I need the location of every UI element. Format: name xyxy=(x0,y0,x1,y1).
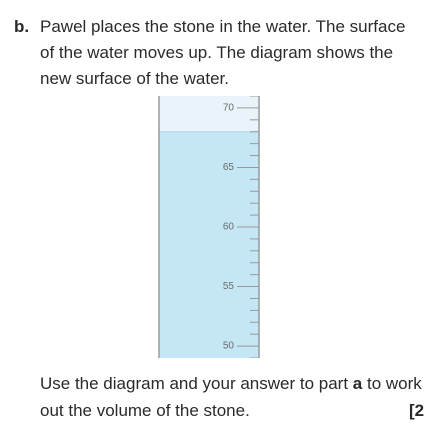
air-space xyxy=(159,96,259,132)
question-label: b. xyxy=(14,17,30,36)
part-reference: a xyxy=(352,374,363,393)
water-column xyxy=(159,132,259,358)
scale-label-70: 70 xyxy=(222,102,234,114)
question-text: Pawel places the stone in the water. The surface of the water moves up. The diagram shows the new surface of the water. xyxy=(40,17,406,88)
instruction-text xyxy=(40,370,426,424)
scale-label-50: 50 xyxy=(222,340,234,352)
scale-label-55: 55 xyxy=(222,281,234,293)
marks-indicator: [2 xyxy=(409,401,425,420)
instruction-text-end: to work out the volume of the stone. xyxy=(40,374,422,420)
scale-label-65: 65 xyxy=(222,162,234,174)
instruction-text-start: Use the diagram and your answer to part xyxy=(40,374,353,393)
measuring-cylinder xyxy=(156,96,264,358)
scale-label-60: 60 xyxy=(222,221,234,233)
measuring-cylinder-diagram xyxy=(156,96,264,358)
